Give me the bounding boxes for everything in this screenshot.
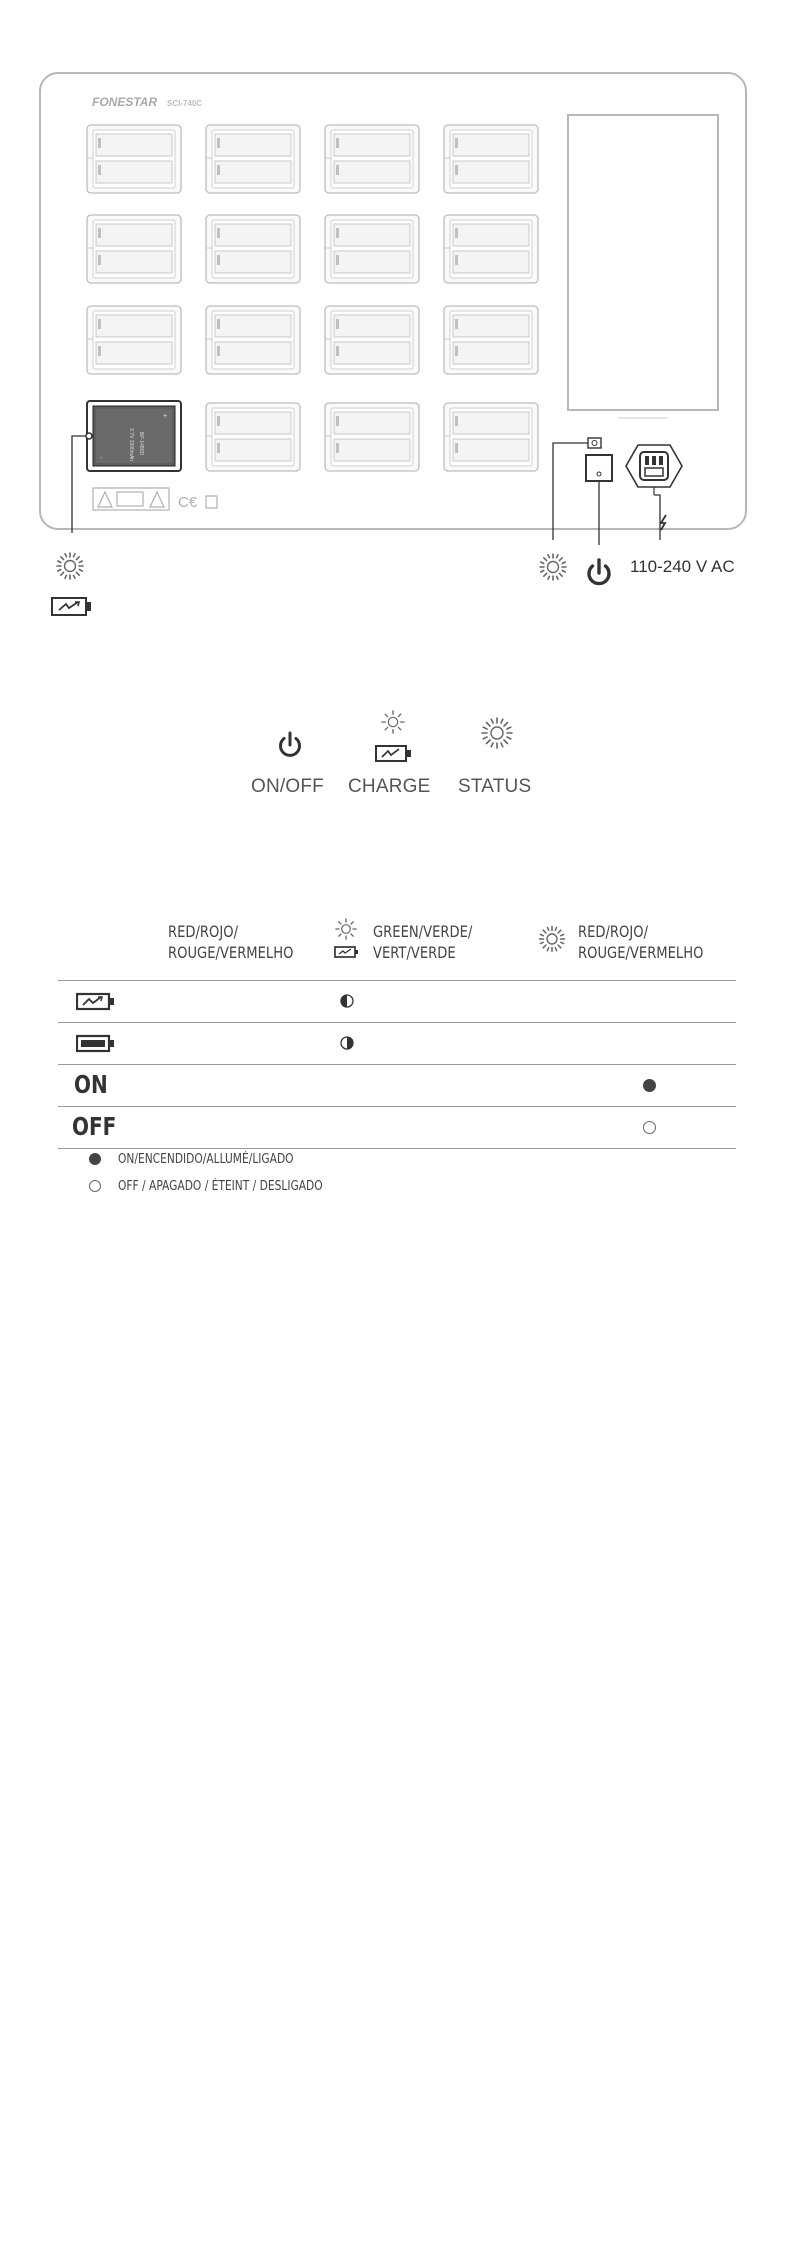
col-header-red-1: RED/ROJO/ ROUGE/VERMELHO xyxy=(168,922,294,962)
table-divider xyxy=(58,980,736,981)
svg-text:3.7V 1500mAh: 3.7V 1500mAh xyxy=(128,428,134,462)
led-half-blink-icon xyxy=(340,994,354,1008)
empty-dot-icon xyxy=(89,1180,101,1192)
led-on-indicator xyxy=(643,1079,656,1092)
battery-full-icon xyxy=(76,1034,116,1054)
charger-diagram xyxy=(0,0,794,640)
table-divider xyxy=(58,1064,736,1065)
col-header-red-2: RED/ROJO/ ROUGE/VERMELHO xyxy=(578,922,704,962)
svg-text:+: + xyxy=(163,413,168,420)
power-icon xyxy=(589,560,609,584)
charge-led-battery-icon xyxy=(331,917,361,963)
note-off: OFF / APAGADO / ÉTEINT / DESLIGADO xyxy=(118,1179,323,1194)
row-label-off: OFF xyxy=(72,1112,117,1141)
battery-charging-icon xyxy=(52,598,91,615)
table-divider xyxy=(58,1022,736,1023)
battery-charging-icon xyxy=(76,992,116,1012)
led-off-indicator xyxy=(643,1121,656,1134)
power-icon xyxy=(274,729,306,761)
inserted-battery xyxy=(87,401,181,471)
charge-led-icon xyxy=(540,554,566,580)
row-label-on: ON xyxy=(74,1070,108,1099)
brand-label: FONESTAR xyxy=(92,95,158,109)
legend-label-status: STATUS xyxy=(458,776,532,797)
side-compartment xyxy=(568,115,718,410)
svg-text:C€: C€ xyxy=(178,494,198,511)
led-half-blink-icon xyxy=(340,1036,354,1050)
svg-text:-: - xyxy=(100,455,103,462)
svg-text:BP-1480D: BP-1480D xyxy=(138,432,144,456)
model-label: SCI-740C xyxy=(167,99,203,108)
note-on: ON/ENCENDIDO/ALLUMÉ/LIGADO xyxy=(118,1152,294,1167)
table-divider xyxy=(58,1106,736,1107)
voltage-label: 110-240 V AC xyxy=(630,557,735,576)
charge-led-battery-icon xyxy=(372,708,416,768)
legend-label-onoff: ON/OFF xyxy=(251,776,324,797)
status-led-icon xyxy=(57,553,83,579)
col-header-green: GREEN/VERDE/ VERT/VERDE xyxy=(373,922,473,962)
status-led-icon xyxy=(479,715,515,751)
status-led-icon xyxy=(537,924,567,954)
legend-label-charge: CHARGE xyxy=(348,776,431,797)
table-divider xyxy=(58,1148,736,1149)
filled-dot-icon xyxy=(89,1153,101,1165)
